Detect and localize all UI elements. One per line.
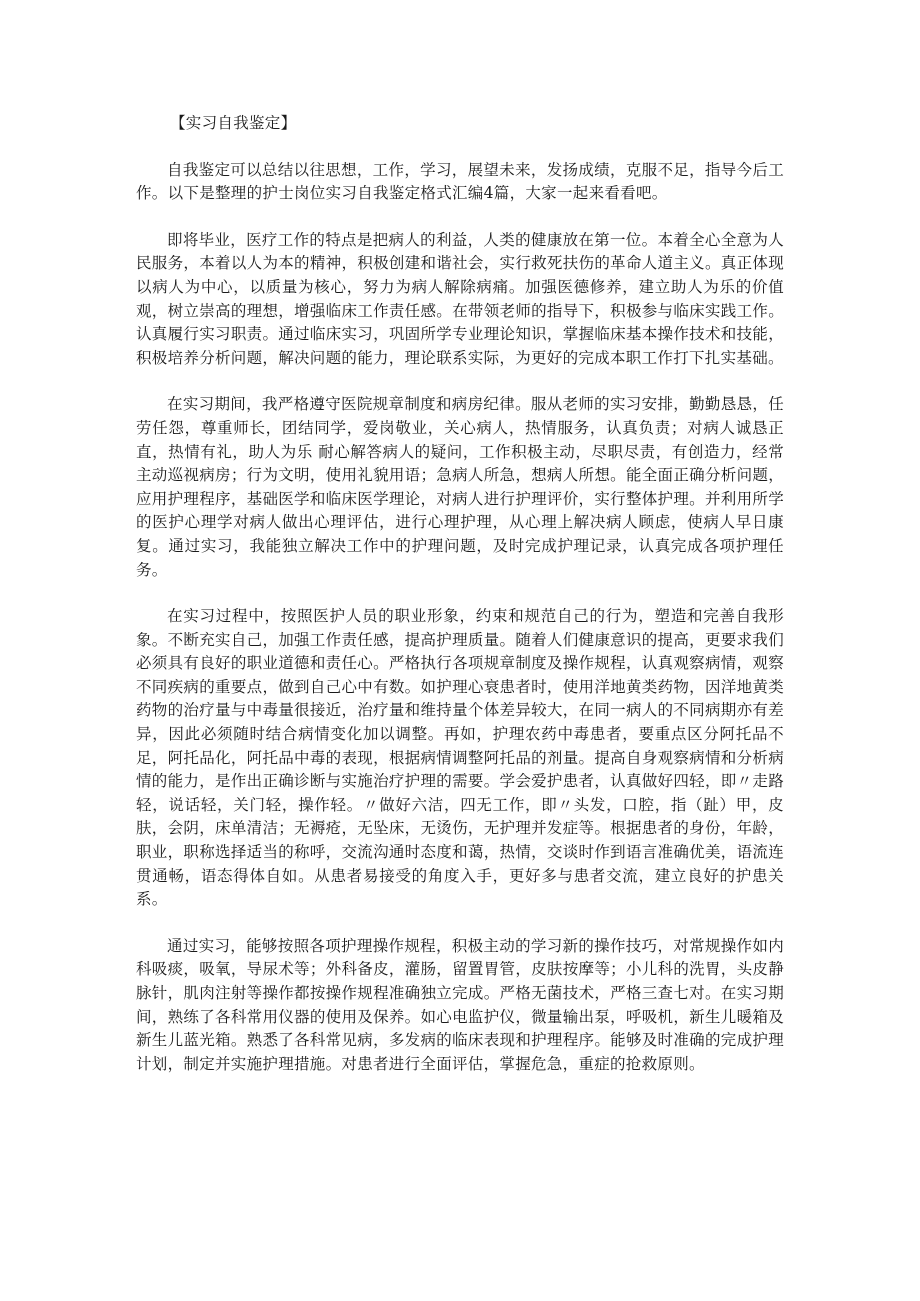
document-page	[136, 112, 784, 1099]
paragraph-intro: 自我鉴定可以总结以往思想，工作，学习，展望未来，发扬成绩，克服不足，指导今后工作。以下是整理的护士岗位实习自我鉴定格式汇编4篇，大家一起来看看吧。	[136, 160, 784, 203]
paragraph-internship-period: 在实习期间，我严格遵守医院规章制度和病房纪律。服从老师的实习安排，勤勤恳恳，任劳任怨，尊重师长，团结同学，爱岗敬业，关心病人，热情服务，认真负责；对病人诚恳正直，热情有礼，助人为乐 耐心解答病人的疑问，工作积极主动，尽职尽责，有创造力，经常主动巡视病房；行为文明，使用礼貌用语；急病人所急，想病人所想。能全面正确分析问题，应用护理程序，基础医学和临床医学理论，对病人进行护理评价，实行整体护理。并利用所学的医护心理学对病人做出心理评估，进行心理护理，从心理上解决病人顾虑，使病人早日康复。通过实习，我能独立解决工作中的护理问题，及时完成护理记录，认真完成各项护理任务。	[136, 395, 784, 579]
paragraph-skills: 通过实习，能够按照各项护理操作规程，积极主动的学习新的操作技巧，对常规操作如内科吸痰，吸氧，导尿术等；外科备皮，灌肠，留置胃管，皮肤按摩等；小儿科的洗胃，头皮静脉针，肌肉注射等操作都按操作规程准确独立完成。严格无菌技术，严格三查七对。在实习期间，熟练了各科常用仪器的使用及保养。如心电监护仪，微量输出泵，呼吸机，新生儿暖箱及新生儿蓝光箱。熟悉了各科常见病，多发病的临床表现和护理程序。能够及时准确的完成护理计划，制定并实施护理措施。对患者进行全面评估，掌握危急，重症的抢救原则。	[136, 936, 784, 1073]
paragraph-internship-process: 在实习过程中，按照医护人员的职业形象，约束和规范自己的行为，塑造和完善自我形象。不断充实自己，加强工作责任感，提高护理质量。随着人们健康意识的提高，更要求我们必须具有良好的职业道德和责任心。严格执行各项规章制度及操作规程，认真观察病情，观察不同疾病的重要点，做到自己心中有数。如护理心衰患者时，使用洋地黄类药物，因洋地黄类药物的治疗量与中毒量很接近，治疗量和维持量个体差异较大，在同一病人的不同病期亦有差异，因此必须随时结合病情变化加以调整。再如，护理农药中毒患者，要重点区分阿托品不足，阿托品化，阿托品中毒的表现，根据病情调整阿托品的剂量。提高自身观察病情和分析病情的能力，是作出正确诊断与实施治疗护理的需要。学会爱护患者，认真做好四轻，即〃走路轻，说话轻，关门轻，操作轻。〃做好六洁，四无工作，即〃头发，口腔，指（趾）甲，皮肤，会阴，床单清洁；无褥疮，无坠床，无烫伤，无护理并发症等。根据患者的身份，年龄，职业，职称选择适当的称呼，交流沟通时态度和蔼，热情，交谈时作到语言准确优美，语流连贯通畅，语态得体自如。从患者易接受的角度入手，更好多与患者交流，建立良好的护患关系。	[136, 607, 784, 909]
document-title: 【实习自我鉴定】	[170, 114, 297, 132]
paragraph-graduation: 即将毕业，医疗工作的特点是把病人的利益，人类的健康放在第一位。本着全心全意为人民服务，本着以人为本的精神，积极创建和谐社会，实行救死扶伤的革命人道主义。真正体现以病人为中心，以质量为核心，努力为病人解除病痛。加强医德修养，建立助人为乐的价值观，树立崇高的理想，增强临床工作责任感。在带领老师的指导下，积极参与临床实践工作。认真履行实习职责。通过临床实习，巩固所学专业理论知识，掌握临床基本操作技术和技能，积极培养分析问题，解决问题的能力，理论联系实际，为更好的完成本职工作打下扎实基础。	[136, 230, 784, 367]
